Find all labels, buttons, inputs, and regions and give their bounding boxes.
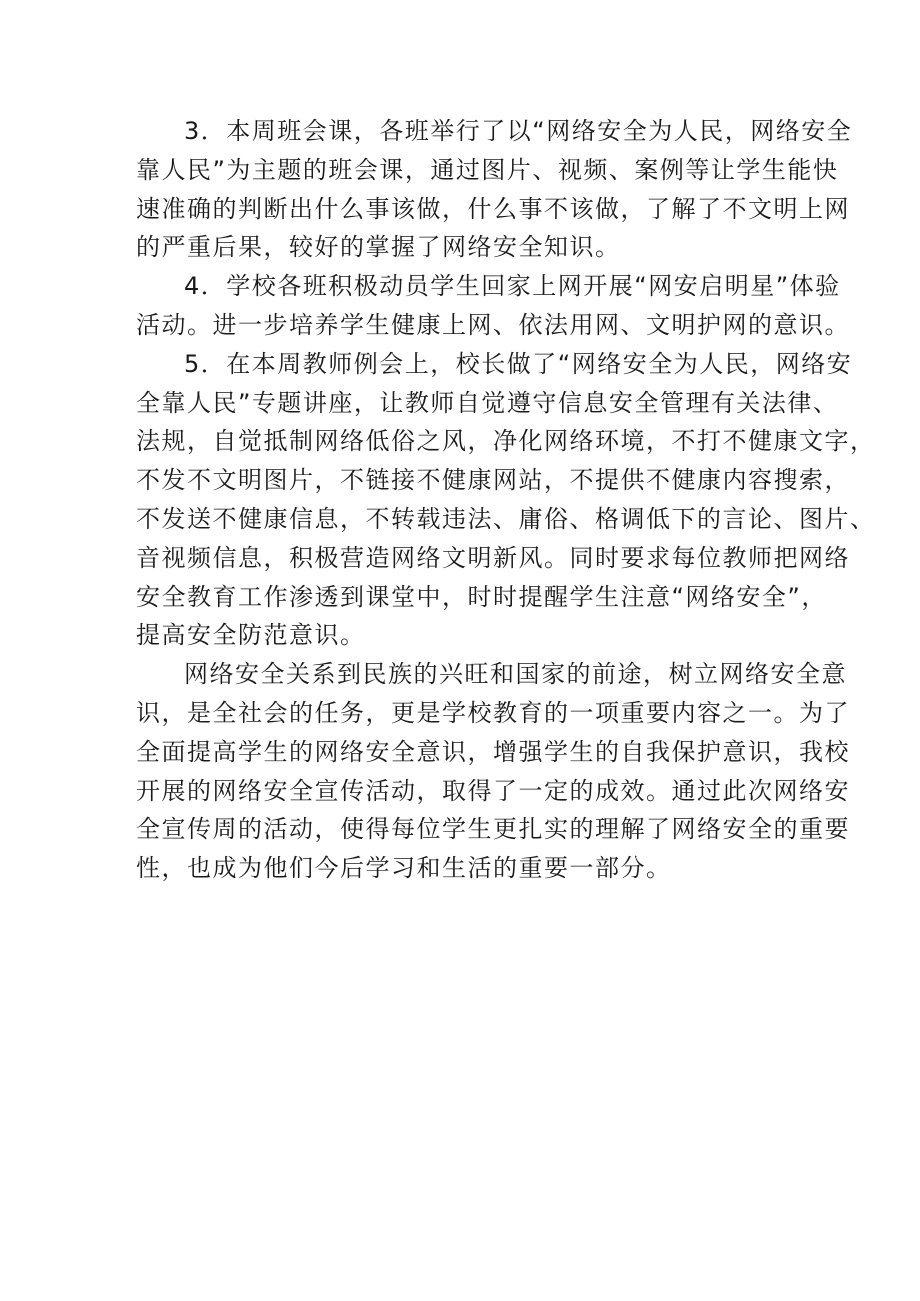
document-body <box>136 112 876 888</box>
paragraph-conclusion <box>136 655 850 888</box>
text-line: 识，是全社会的任务，更是学校教育的一项重要内容之一。为了 <box>136 698 850 727</box>
text-line: 网络安全关系到民族的兴旺和国家的前途，树立网络安全意 <box>184 660 847 689</box>
paragraph-item-5 <box>136 345 876 655</box>
text-line: 安全教育工作渗透到课堂中，时时提醒学生注意“网络安全”， <box>136 582 827 611</box>
text-line: 开展的网络安全宣传活动，取得了一定的成效。通过此次网络安 <box>136 776 850 805</box>
text-line: 3．本周班会课，各班举行了以“网络安全为人民，网络安全 <box>184 117 853 145</box>
text-line: 活动。进一步培养学生健康上网、依法用网、文明护网的意识。 <box>136 310 850 339</box>
text-line: 速准确的判断出什么事该做，什么事不该做，了解了不文明上网 <box>136 194 850 223</box>
text-line: 音视频信息，积极营造网络文明新风。同时要求每位教师把网络 <box>136 543 850 572</box>
text-line: 性，也成为他们今后学习和生活的重要一部分。 <box>136 854 672 883</box>
text-line: 全宣传周的活动，使得每位学生更扎实的理解了网络安全的重要 <box>136 815 850 844</box>
text-line: 法规，自觉抵制网络低俗之风，净化网络环境，不打不健康文字， <box>136 427 876 456</box>
text-line: 4．学校各班积极动员学生回家上网开展“网安启明星”体验 <box>184 272 841 301</box>
text-line: 提高安全防范意识。 <box>136 621 366 650</box>
text-line: 的严重后果，较好的掌握了网络安全知识。 <box>136 233 621 262</box>
text-line: 不发不文明图片，不链接不健康网站，不提供不健康内容搜索， <box>136 466 850 495</box>
paragraph-item-4 <box>136 267 850 345</box>
text-line: 全面提高学生的网络安全意识，增强学生的自我保护意识，我校 <box>136 737 850 766</box>
text-line: 5．在本周教师例会上，校长做了“网络安全为人民，网络安 <box>184 349 853 378</box>
text-line: 不发送不健康信息，不转载违法、庸俗、格调低下的言论、图片、 <box>136 504 876 533</box>
text-line: 靠人民”为主题的班会课，通过图片、视频、案例等让学生能快 <box>136 155 839 184</box>
text-line: 全靠人民”专题讲座，让教师自觉遵守信息安全管理有关法律、 <box>136 388 839 417</box>
paragraph-item-3 <box>136 112 853 267</box>
